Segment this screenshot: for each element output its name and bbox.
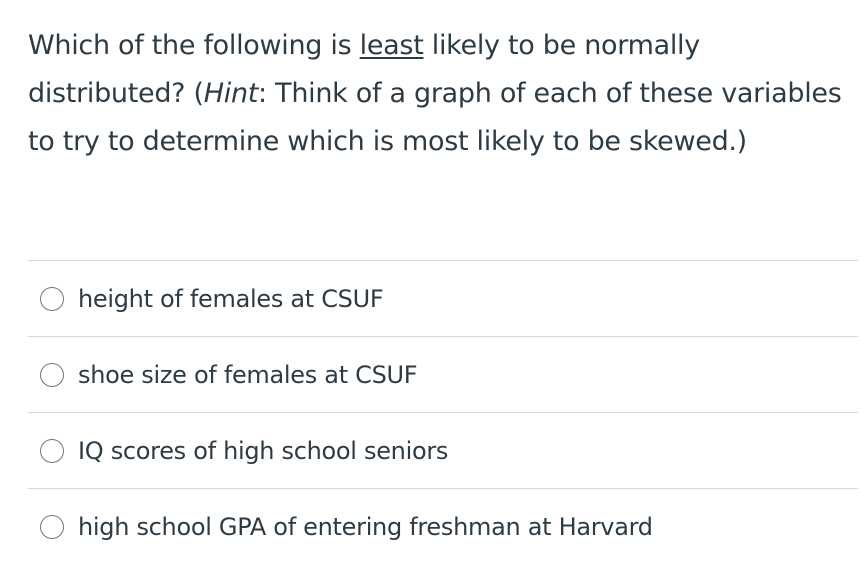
answer-option-1[interactable] [28,261,858,337]
answer-option-2[interactable] [28,337,858,413]
answer-option-3[interactable] [28,413,858,489]
answer-option-4[interactable] [28,489,858,564]
question-text-part2: likely to be normally distributed? ( [28,30,700,109]
hint-label: Hint [203,78,259,109]
answer-label: high school GPA of entering freshman at Harvard [78,512,653,541]
question-text-part1: Which of the following is [28,30,360,61]
answer-label: shoe size of females at CSUF [78,360,418,389]
question-emphasis: least [359,30,424,61]
answer-list [28,260,858,564]
question-text-part3: : Think of a graph of each of these variables to try to determine which is most likely to be skewed.) [28,78,842,157]
radio-button[interactable] [40,439,64,463]
answer-label: IQ scores of high school seniors [78,436,449,465]
answer-label: height of females at CSUF [78,284,384,313]
question-text [28,22,848,166]
radio-button[interactable] [40,515,64,539]
radio-button[interactable] [40,363,64,387]
radio-button[interactable] [40,287,64,311]
